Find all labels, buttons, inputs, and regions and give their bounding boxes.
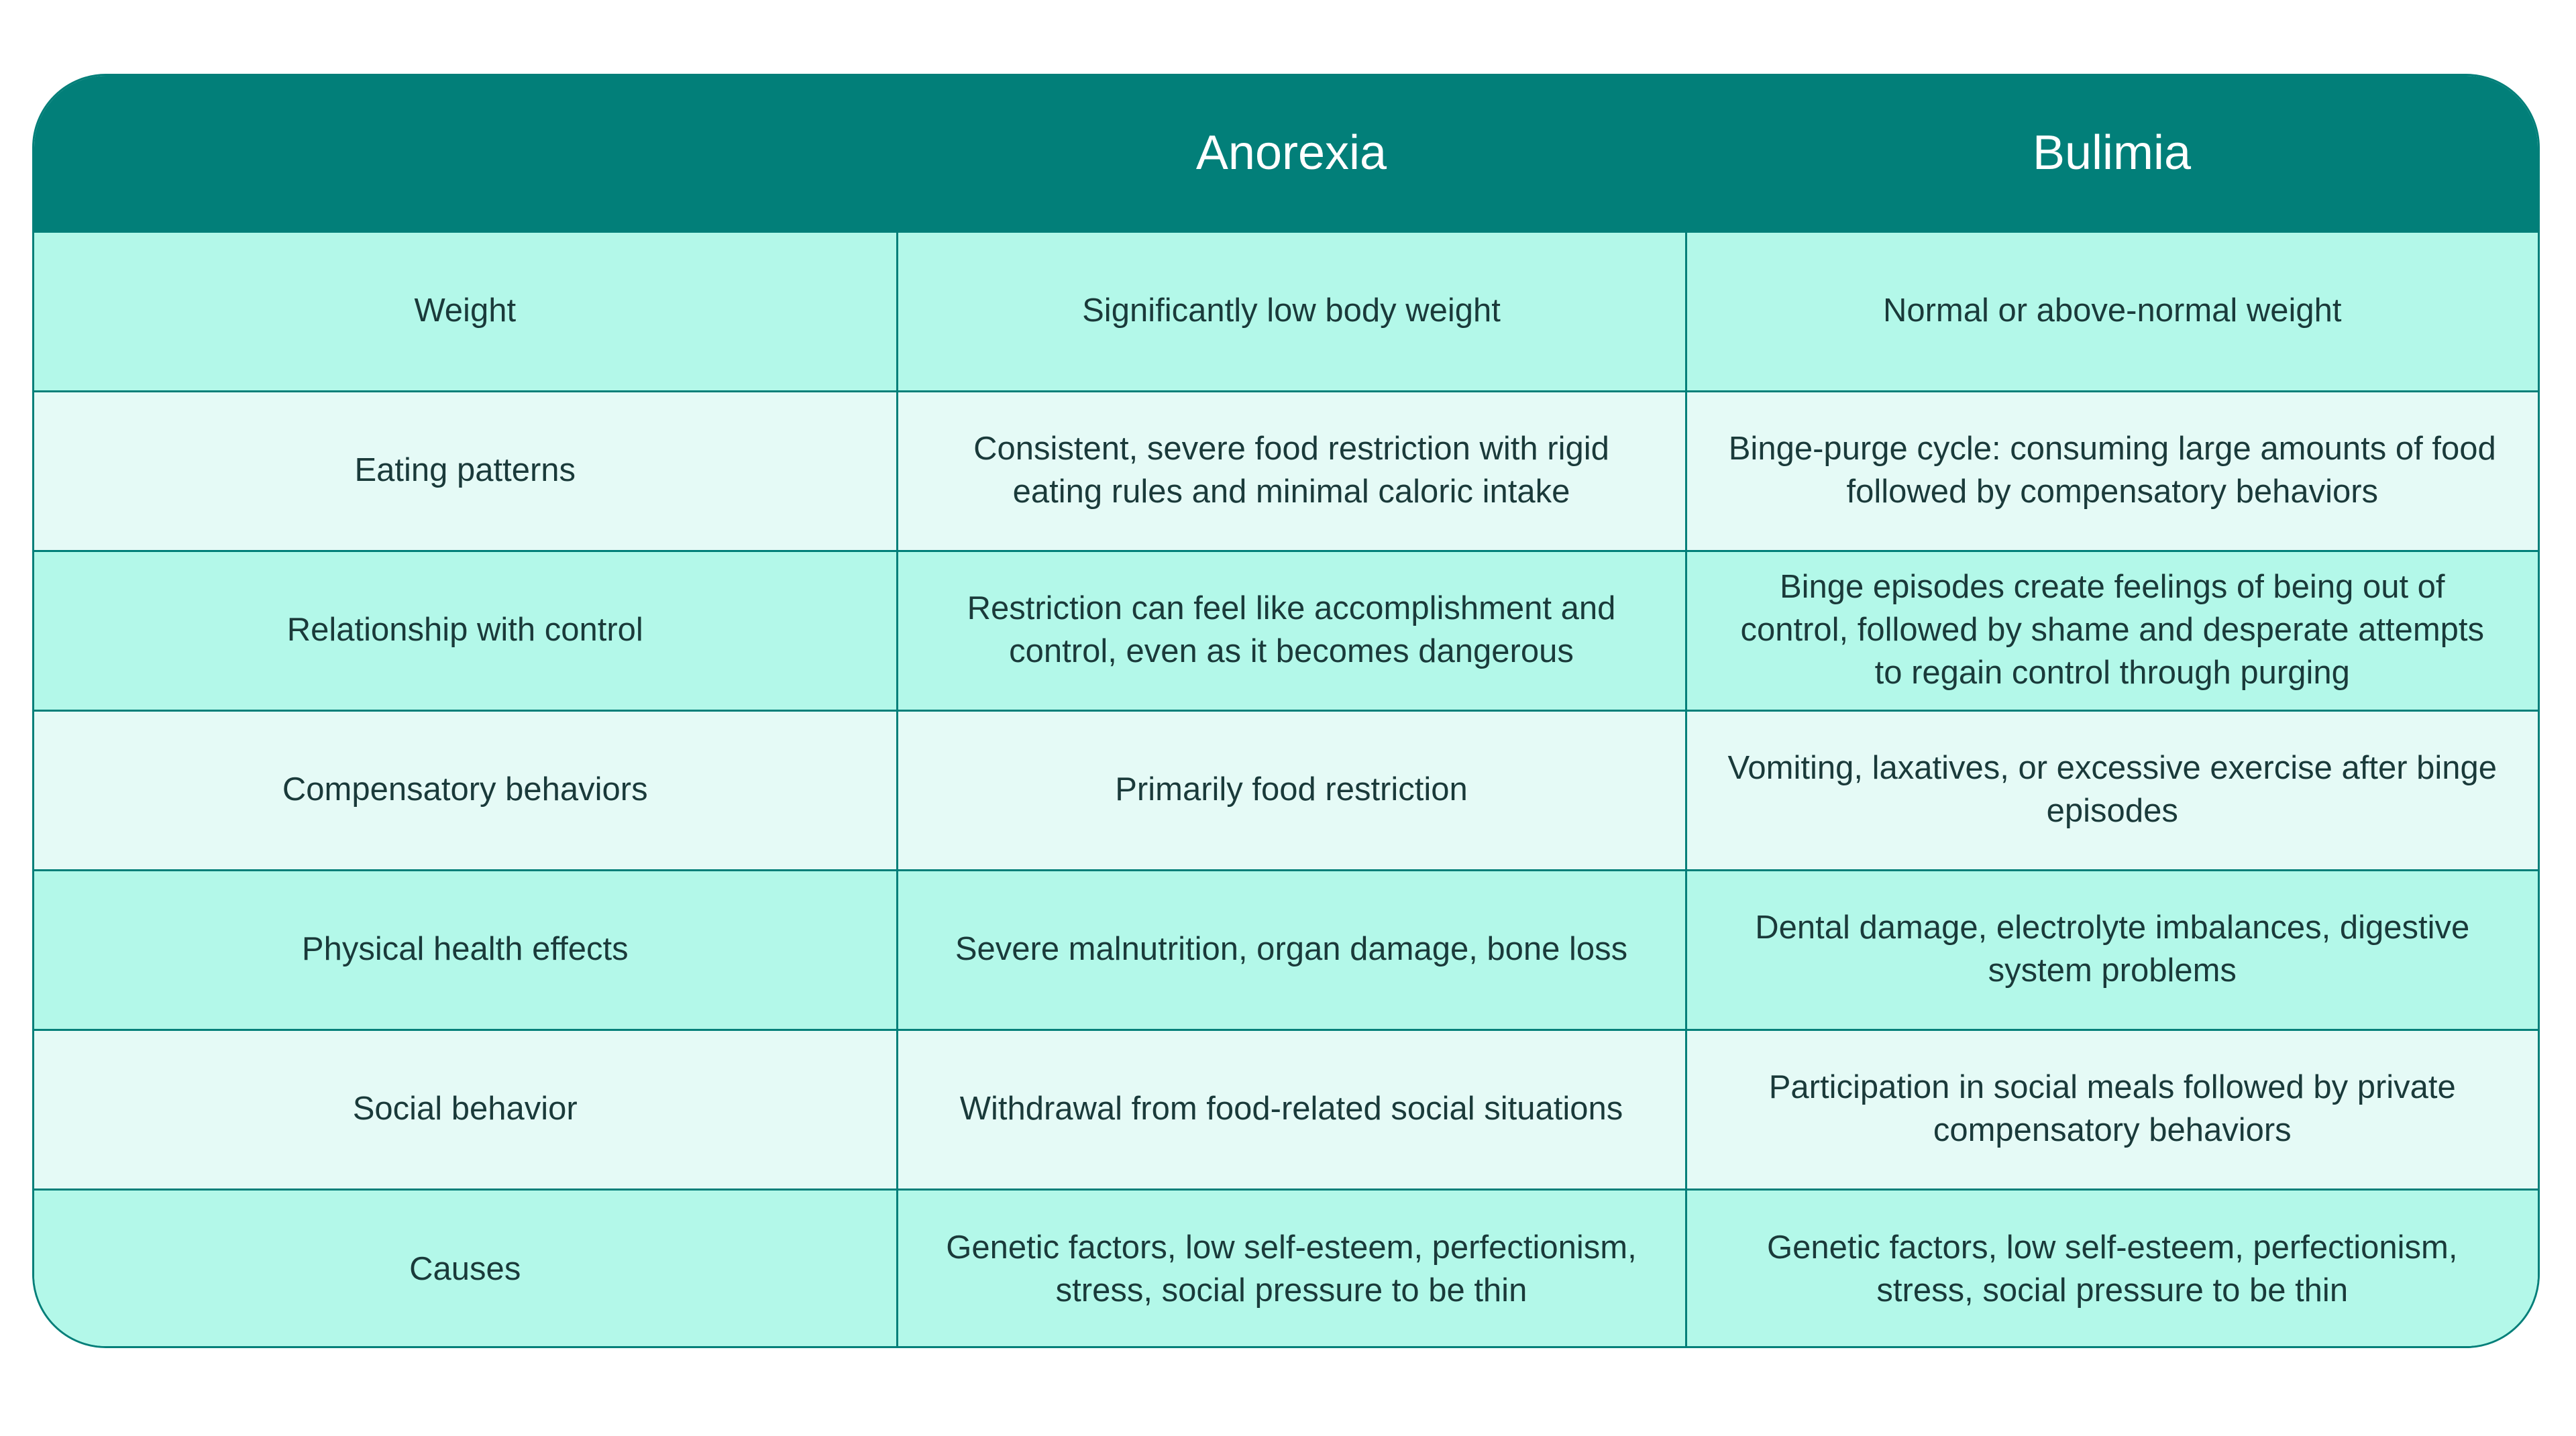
bulimia-cell: Participation in social meals followed by private compensatory behaviors — [1686, 1030, 2538, 1189]
bulimia-cell: Binge-purge cycle: consuming large amounts of food followed by compensatory behaviors — [1686, 391, 2538, 551]
row-label: Social behavior — [34, 1030, 897, 1189]
table-row — [34, 870, 2538, 1030]
bulimia-cell: Vomiting, laxatives, or excessive exercise after binge episodes — [1686, 710, 2538, 870]
row-label: Physical health effects — [34, 870, 897, 1030]
comparison-table-container — [32, 74, 2540, 1348]
table-header — [34, 76, 2538, 231]
anorexia-cell: Primarily food restriction — [897, 710, 1686, 870]
table-row — [34, 1189, 2538, 1348]
row-label: Compensatory behaviors — [34, 710, 897, 870]
anorexia-cell: Restriction can feel like accomplishment and control, even as it becomes dangerous — [897, 551, 1686, 710]
header-bulimia: Bulimia — [1686, 76, 2538, 231]
row-label: Causes — [34, 1189, 897, 1348]
anorexia-cell: Withdrawal from food-related social situations — [897, 1030, 1686, 1189]
table-row — [34, 231, 2538, 391]
bulimia-cell: Dental damage, electrolyte imbalances, digestive system problems — [1686, 870, 2538, 1030]
row-label: Weight — [34, 231, 897, 391]
anorexia-cell: Genetic factors, low self-esteem, perfectionism, stress, social pressure to be thin — [897, 1189, 1686, 1348]
table-row — [34, 710, 2538, 870]
anorexia-cell: Consistent, severe food restriction with rigid eating rules and minimal caloric intake — [897, 391, 1686, 551]
table-body — [34, 231, 2538, 1348]
comparison-table — [34, 76, 2538, 1348]
anorexia-cell: Severe malnutrition, organ damage, bone loss — [897, 870, 1686, 1030]
bulimia-cell: Normal or above-normal weight — [1686, 231, 2538, 391]
header-anorexia: Anorexia — [897, 76, 1686, 231]
header-row — [34, 76, 2538, 231]
bulimia-cell: Binge episodes create feelings of being out of control, followed by shame and desperate attempts to regain control through purging — [1686, 551, 2538, 710]
table-row — [34, 551, 2538, 710]
bulimia-cell: Genetic factors, low self-esteem, perfectionism, stress, social pressure to be thin — [1686, 1189, 2538, 1348]
row-label: Relationship with control — [34, 551, 897, 710]
header-blank-cell — [34, 76, 897, 231]
anorexia-cell: Significantly low body weight — [897, 231, 1686, 391]
table-row — [34, 1030, 2538, 1189]
table-row — [34, 391, 2538, 551]
row-label: Eating patterns — [34, 391, 897, 551]
